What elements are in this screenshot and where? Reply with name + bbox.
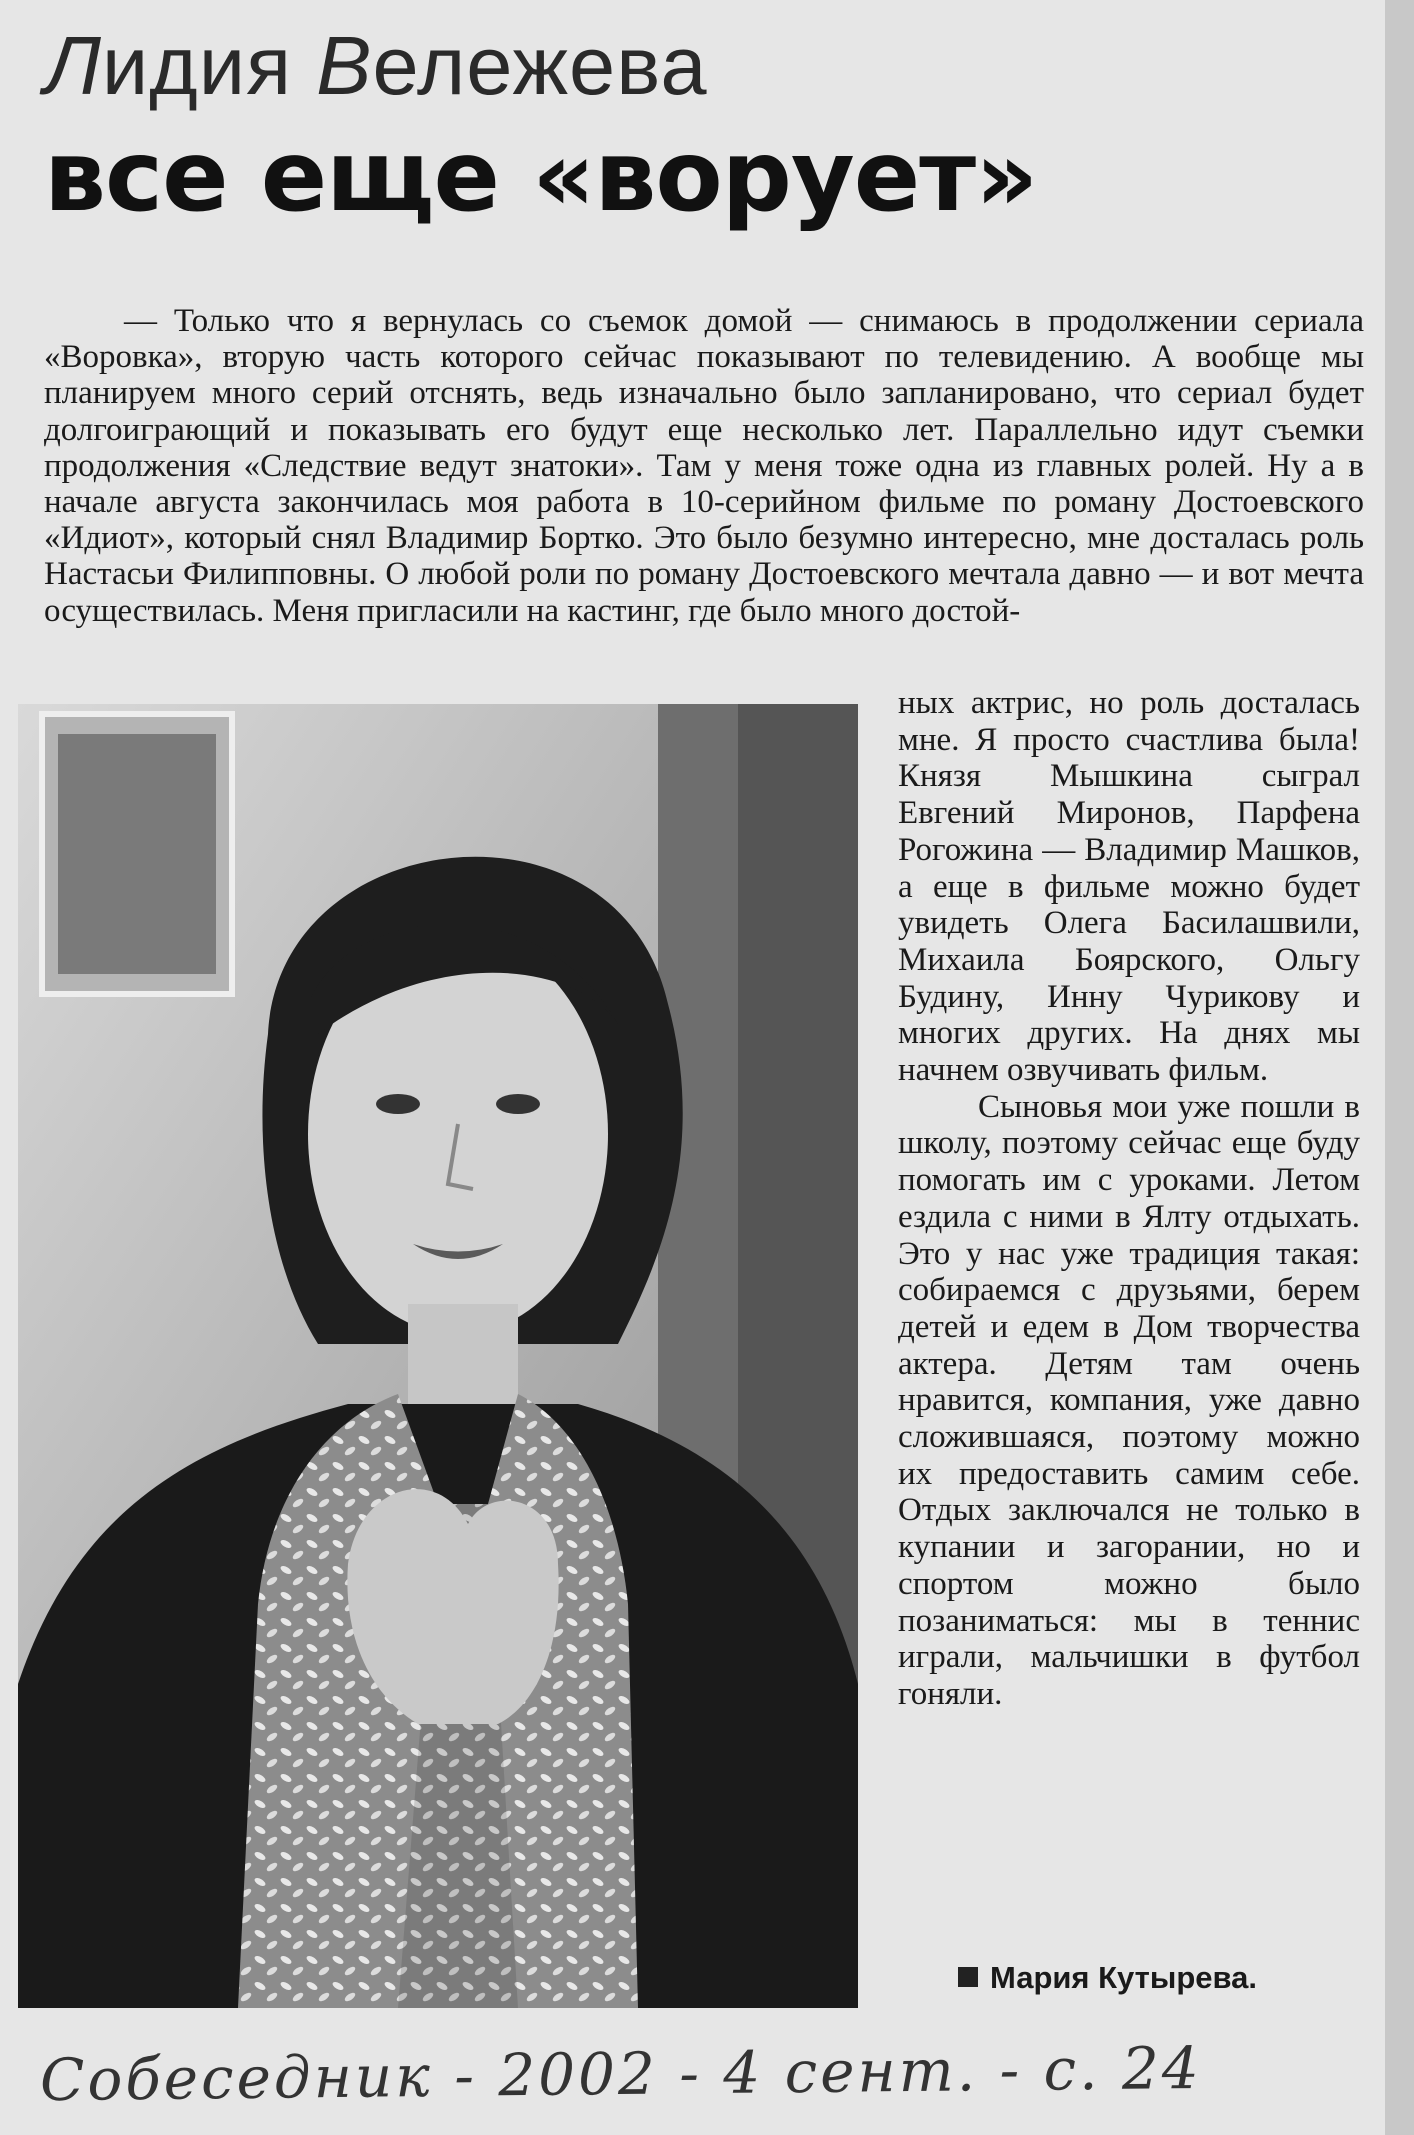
side-paragraph-2: Сыновья мои уже пошли в школу, поэтому сейчас еще буду помогать им с уроками. Летом ездила с ними в Ялту отдыхать. Это у нас уже традиция такая: собираемся с друзьями, берем детей и едем в Дом творчества актера. Детям там очень нравится, компания, уже давно сложившаяся, поэтому можно их предоставить самим себе. Отдых заключался не только в купании и загорании, но и спортом можно было позаниматься: мы в теннис играли, мальчишки в футбол гоняли. [898,1088,1360,1712]
portrait-photo [18,704,858,2008]
person-name [44,19,708,112]
name-last-initial: В [316,19,373,112]
scan-margin [1385,0,1414,2135]
handwritten-source-note: Собеседник - 2002 - 4 сент. - с. 24 [39,2033,1203,2115]
byline [958,1960,1257,1996]
intro-paragraph: — Только что я вернулась со съемок домой — снимаюсь в продолжении сериала «Воровка», вторую часть которого сейчас показывают по телевидению. А вообще мы планируем много серий отснять, ведь изначально было запланировано, что сериал будет долгоиграющий и показывать его будут еще несколько лет. Параллельно идут съемки продолжения «Следствие ведут знатоки». Там у меня тоже одна из главных ролей. Ну а в начале августа закончилась моя работа в 10-серийном фильме по роману Достоевского «Идиот», который снял Владимир Бортко. Это было безумно интересно, мне досталась роль Настасьи Филипповны. О любой роли по роману Достоевского мечтала давно — и вот мечта осуществилась. Меня пригласили на кастинг, где было много достой- [44,303,1364,629]
name-first-initial: Л [44,19,102,112]
name-last-rest: ележева [372,19,708,112]
side-paragraph-1: ных актрис, но роль досталась мне. Я просто счастлива была! Князя Мышкина сыграл Евгений Миронов, Парфена Рогожина — Владимир Машков, а еще в фильме можно будет увидеть Олега Басилашвили, Михаила Боярского, Ольгу Будину, Инну Чурикову и многих других. На днях мы начнем озвучивать фильм. [898,685,1360,1089]
byline-square-icon [958,1967,978,1987]
portrait-image [18,704,858,2008]
headline: все еще «ворует» [44,120,1038,234]
byline-author: Мария Кутырева. [990,1960,1258,1995]
name-first-rest: идия [101,19,317,112]
side-column [898,685,1360,1713]
